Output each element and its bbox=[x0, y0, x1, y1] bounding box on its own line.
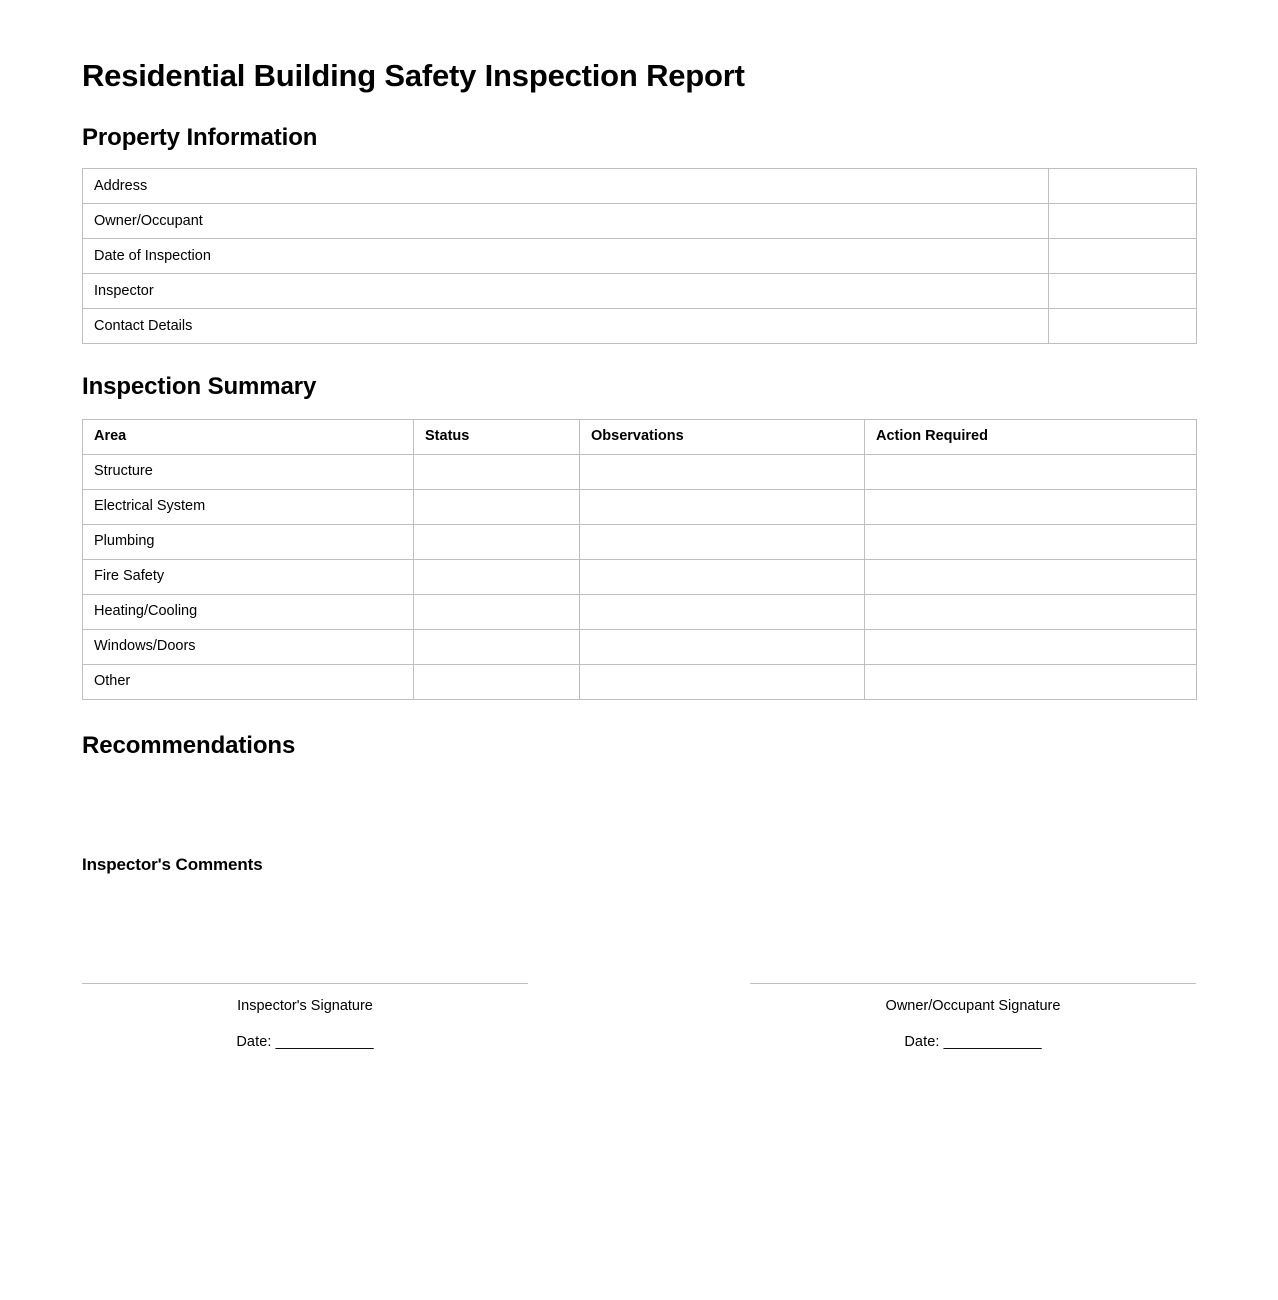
inspector-signature-block bbox=[82, 983, 528, 1052]
table-row bbox=[83, 274, 1197, 309]
property-information-table bbox=[82, 168, 1197, 344]
table-header-row bbox=[83, 419, 1197, 454]
summary-status-other[interactable] bbox=[414, 664, 580, 699]
section-heading-inspection-summary: Inspection Summary bbox=[82, 373, 317, 401]
section-heading-inspector-comments: Inspector's Comments bbox=[82, 855, 263, 875]
property-label-owner-occupant: Owner/Occupant bbox=[83, 204, 1049, 239]
table-row bbox=[83, 524, 1197, 559]
table-row bbox=[83, 489, 1197, 524]
summary-area-structure: Structure bbox=[83, 454, 414, 489]
summary-observations-structure[interactable] bbox=[580, 454, 865, 489]
property-label-date-of-inspection: Date of Inspection bbox=[83, 239, 1049, 274]
column-header-area: Area bbox=[83, 419, 414, 454]
column-header-status: Status bbox=[414, 419, 580, 454]
summary-action-other[interactable] bbox=[865, 664, 1197, 699]
summary-observations-windows-doors[interactable] bbox=[580, 629, 865, 664]
summary-observations-plumbing[interactable] bbox=[580, 524, 865, 559]
summary-area-windows-doors: Windows/Doors bbox=[83, 629, 414, 664]
inspection-summary-table bbox=[82, 419, 1197, 700]
summary-area-fire-safety: Fire Safety bbox=[83, 559, 414, 594]
summary-area-heating-cooling: Heating/Cooling bbox=[83, 594, 414, 629]
table-row bbox=[83, 169, 1197, 204]
table-row bbox=[83, 309, 1197, 344]
table-row bbox=[83, 629, 1197, 664]
property-value-contact-details[interactable] bbox=[1049, 309, 1197, 344]
inspector-signature-label: Inspector's Signature bbox=[237, 997, 373, 1014]
summary-observations-heating-cooling[interactable] bbox=[580, 594, 865, 629]
table-row bbox=[83, 594, 1197, 629]
summary-area-other: Other bbox=[83, 664, 414, 699]
inspector-signature-date-field[interactable]: Date: ____________ bbox=[236, 1034, 374, 1051]
property-value-inspector[interactable] bbox=[1049, 274, 1197, 309]
summary-status-structure[interactable] bbox=[414, 454, 580, 489]
property-value-date-of-inspection[interactable] bbox=[1049, 239, 1197, 274]
summary-observations-fire-safety[interactable] bbox=[580, 559, 865, 594]
signature-row bbox=[82, 983, 1196, 1052]
column-header-observations: Observations bbox=[580, 419, 865, 454]
table-row bbox=[83, 204, 1197, 239]
property-label-contact-details: Contact Details bbox=[83, 309, 1049, 344]
summary-status-electrical-system[interactable] bbox=[414, 489, 580, 524]
table-row bbox=[83, 239, 1197, 274]
table-row bbox=[83, 664, 1197, 699]
summary-action-electrical-system[interactable] bbox=[865, 489, 1197, 524]
property-value-address[interactable] bbox=[1049, 169, 1197, 204]
summary-status-heating-cooling[interactable] bbox=[414, 594, 580, 629]
summary-action-windows-doors[interactable] bbox=[865, 629, 1197, 664]
property-label-inspector: Inspector bbox=[83, 274, 1049, 309]
inspector-comments-text-area[interactable] bbox=[82, 876, 1196, 983]
table-row bbox=[83, 454, 1197, 489]
column-header-action-required: Action Required bbox=[865, 419, 1197, 454]
property-label-address: Address bbox=[83, 169, 1049, 204]
owner-signature-block bbox=[750, 983, 1196, 1052]
summary-action-plumbing[interactable] bbox=[865, 524, 1197, 559]
section-heading-recommendations: Recommendations bbox=[82, 731, 296, 759]
summary-status-plumbing[interactable] bbox=[414, 524, 580, 559]
summary-status-fire-safety[interactable] bbox=[414, 559, 580, 594]
summary-area-plumbing: Plumbing bbox=[83, 524, 414, 559]
page-title: Residential Building Safety Inspection Report bbox=[82, 58, 745, 93]
summary-status-windows-doors[interactable] bbox=[414, 629, 580, 664]
property-value-owner-occupant[interactable] bbox=[1049, 204, 1197, 239]
summary-action-fire-safety[interactable] bbox=[865, 559, 1197, 594]
section-heading-property-information: Property Information bbox=[82, 123, 318, 151]
summary-observations-electrical-system[interactable] bbox=[580, 489, 865, 524]
summary-observations-other[interactable] bbox=[580, 664, 865, 699]
owner-signature-date-field[interactable]: Date: ____________ bbox=[904, 1034, 1042, 1051]
recommendations-text-area[interactable] bbox=[82, 759, 1196, 855]
summary-action-structure[interactable] bbox=[865, 454, 1197, 489]
table-row bbox=[83, 559, 1197, 594]
summary-action-heating-cooling[interactable] bbox=[865, 594, 1197, 629]
summary-area-electrical-system: Electrical System bbox=[83, 489, 414, 524]
owner-signature-label: Owner/Occupant Signature bbox=[885, 997, 1061, 1014]
